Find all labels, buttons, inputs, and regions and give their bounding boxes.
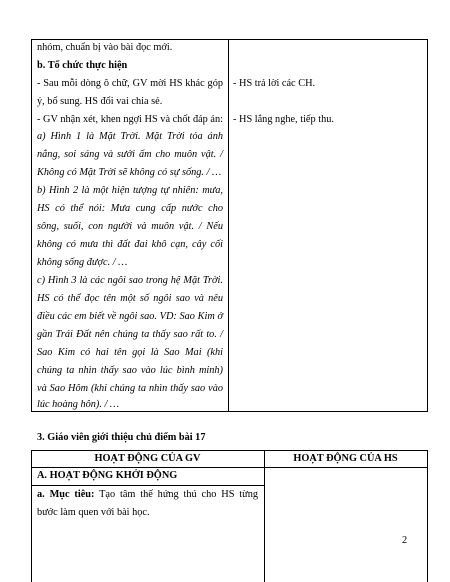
table2-right-border	[427, 450, 428, 582]
text-line: ý, bổ sung. HS đổi vai chia sẻ.	[37, 96, 163, 107]
table1-right-border	[427, 39, 428, 412]
text-line: điều các em biết về ngôi sao. VD: Sao Kim ở	[37, 311, 223, 322]
text-line: HS có thể nói: Mưa cung cấp nước cho	[37, 203, 223, 214]
text-line: Không có Mặt Trời sẽ không có sự sống. / …	[37, 167, 222, 178]
table2-left-border	[31, 450, 32, 582]
header-hs: HOẠT ĐỘNG CỦA HS	[293, 453, 398, 464]
text-line: nhóm, chuẩn bị vào bài đọc mới.	[37, 42, 173, 53]
text-line: nắng, soi sáng và sưởi ấm cho muôn vật. /	[37, 149, 223, 160]
activity-title: A. HOẠT ĐỘNG KHỞI ĐỘNG	[37, 470, 178, 481]
text-line: a) Hình 1 là Mặt Trời. Mặt Trời tỏa ánh	[37, 131, 223, 142]
aim-label: a. Mục tiêu:	[37, 489, 95, 500]
text-line: và Sao Hôm (khi chúng ta nhìn thấy sao vào	[37, 383, 223, 394]
header-gv: HOẠT ĐỘNG CỦA GV	[94, 453, 201, 464]
text-line: - GV nhận xét, khen ngợi HS và chốt đáp án:	[37, 114, 223, 125]
table1-divider	[228, 39, 229, 412]
text-line: chúng ta nhìn thấy sao vào lúc bình minh)	[37, 365, 223, 376]
text-line: không sống được. / …	[37, 257, 128, 268]
page-number: 2	[402, 535, 408, 546]
text-line: lúc hoàng hôn). / …	[37, 399, 120, 410]
aim-text: Tạo tâm thế hứng thú cho HS từng	[94, 489, 259, 500]
text-line: - Sau mỗi dòng ô chữ, GV mời HS khác góp	[37, 78, 223, 89]
text-line: sông, suối, con người và muôn vật. / Nếu	[37, 221, 223, 232]
section-heading: b. Tổ chức thực hiện	[37, 60, 128, 71]
table2-divider	[264, 450, 265, 582]
text-line: Sao Kim có hai tên gọi là Sao Mai (khi	[37, 347, 223, 358]
hs-response-listen: - HS lắng nghe, tiếp thu.	[233, 114, 334, 125]
section3-heading: 3. Giáo viên giới thiệu chủ điểm bài 17	[37, 432, 206, 443]
text-line: không có mưa thì đất đai khô cạn, cây cối	[37, 239, 223, 250]
aim-line-2: bước làm quen với bài học.	[37, 507, 150, 518]
text-line: c) Hình 3 là các ngôi sao trong hệ Mặt Trời.	[37, 275, 223, 286]
text-line: HS có thể đọc tên một số ngôi sao và nêu	[37, 293, 223, 304]
text-line: b) Hình 2 là một hiện tượng tự nhiên: mưa,	[37, 185, 223, 196]
text-line: gần Trái Đất nên chúng ta thấy sao rất to. /	[37, 329, 223, 340]
table1-left-border	[31, 39, 32, 412]
aim-line	[37, 486, 258, 503]
hs-response-answer: - HS trả lời các CH.	[233, 78, 316, 89]
